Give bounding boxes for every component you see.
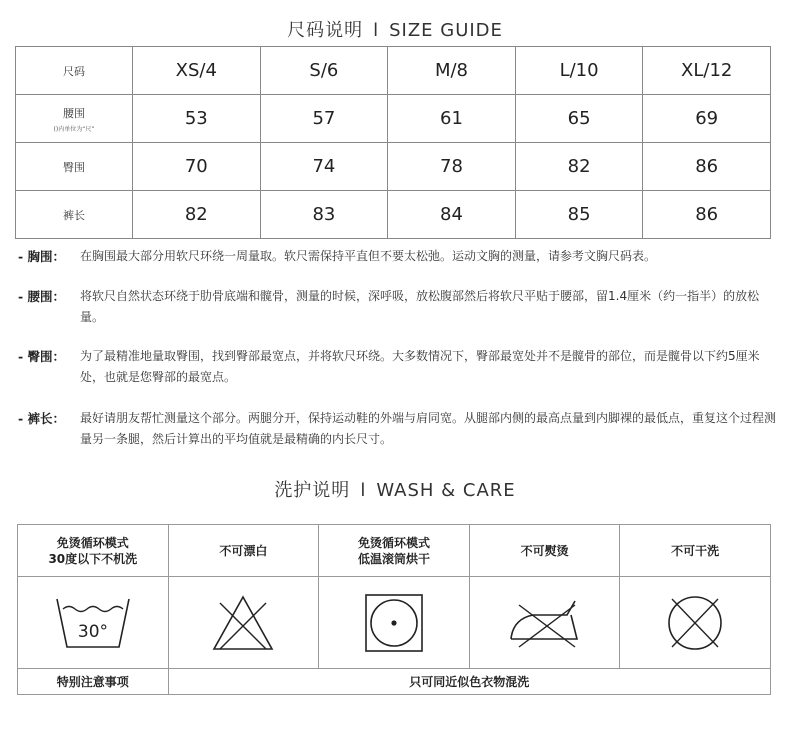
size-header-cell: S/6 <box>260 47 388 95</box>
table-cell: 69 <box>643 95 771 143</box>
length-row <box>16 191 771 239</box>
note-chest <box>18 246 778 267</box>
wash-care-title-en: WASH & CARE <box>376 480 516 501</box>
size-header-row <box>16 47 771 95</box>
no-dry-clean-icon <box>660 591 730 655</box>
care-label-line1: 免烫循环模式 <box>357 535 430 550</box>
row-label-sub: ()内单位为“尺” <box>53 125 95 133</box>
table-cell: 57 <box>260 95 388 143</box>
table-cell: 85 <box>515 191 643 239</box>
care-icon-row <box>18 577 771 669</box>
table-cell: 83 <box>260 191 388 239</box>
note-hip <box>18 346 778 388</box>
size-header-cell: XL/12 <box>643 47 771 95</box>
size-header-cell: L/10 <box>515 47 643 95</box>
care-table <box>17 524 771 695</box>
care-footer-row <box>18 669 771 695</box>
wash-temp-label: 30° <box>77 621 108 642</box>
size-header-cell: M/8 <box>388 47 516 95</box>
note-label: - 腰围： <box>18 289 66 304</box>
size-header-cell: XS/4 <box>133 47 261 95</box>
care-footer-text: 只可同近似色衣物混洗 <box>168 669 770 695</box>
care-label-line1: 不可漂白 <box>219 543 268 558</box>
table-cell: 74 <box>260 143 388 191</box>
size-guide-title-cn: 尺码说明 <box>287 20 364 41</box>
tumble-dry-low-icon <box>362 591 426 655</box>
note-text: 为了最精准地量取臀围，找到臀部最宽点，并将软尺环绕。大多数情况下，臀部最宽处并不是髋骨的部位，而是髋骨以下约5厘米处，也就是您臀部的最宽点。 <box>80 349 760 384</box>
note-label: - 胸围： <box>18 249 66 264</box>
table-cell: 86 <box>643 143 771 191</box>
title-separator: l <box>373 20 380 41</box>
size-guide-title <box>0 16 790 42</box>
hip-row <box>16 143 771 191</box>
care-label <box>18 525 169 577</box>
care-label <box>168 525 319 577</box>
size-header-label: 尺码 <box>16 47 133 95</box>
table-cell: 61 <box>388 95 516 143</box>
table-cell: 70 <box>133 143 261 191</box>
table-cell: 82 <box>133 191 261 239</box>
no-bleach-icon <box>208 593 278 653</box>
care-label <box>469 525 620 577</box>
hip-row-label: 臀围 <box>16 143 133 191</box>
length-row-label: 裤长 <box>16 191 133 239</box>
care-label-row <box>18 525 771 577</box>
wash-30-icon <box>53 593 133 653</box>
title-separator: l <box>360 480 367 501</box>
care-label <box>620 525 771 577</box>
wash-care-title <box>0 476 790 502</box>
care-label-line2: 低温滚筒烘干 <box>357 551 430 566</box>
note-text: 在胸围最大部分用软尺环绕一周量取。软尺需保持平直但不要太松弛。运动文胸的测量，请参考文胸尺码表。 <box>80 249 657 263</box>
waist-row-label <box>16 95 133 143</box>
table-cell: 82 <box>515 143 643 191</box>
note-text: 将软尺自然状态环绕于肋骨底端和髋骨，测量的时候，深呼吸，放松腹部然后将软尺平贴于腰部，留1.4厘米（约一指半）的放松量。 <box>80 289 760 324</box>
care-label <box>319 525 470 577</box>
note-label: - 臀围： <box>18 349 66 364</box>
wash-care-title-cn: 洗护说明 <box>274 480 351 501</box>
table-cell: 53 <box>133 95 261 143</box>
waist-row <box>16 95 771 143</box>
size-table <box>15 46 771 239</box>
table-cell: 86 <box>643 191 771 239</box>
size-guide-title-en: SIZE GUIDE <box>389 20 503 41</box>
table-cell: 84 <box>388 191 516 239</box>
row-label-text: 腰围 <box>63 106 85 120</box>
no-iron-icon <box>505 593 585 653</box>
care-footer-label: 特别注意事项 <box>18 669 169 695</box>
table-cell: 78 <box>388 143 516 191</box>
care-label-line1: 不可熨烫 <box>520 543 569 558</box>
care-label-line1: 免烫循环模式 <box>56 535 129 550</box>
care-label-line2: 30度以下不机洗 <box>48 551 138 566</box>
note-waist <box>18 286 778 328</box>
note-text: 最好请朋友帮忙测量这个部分。两腿分开，保持运动鞋的外端与肩同宽。从腿部内侧的最高点量到内脚裸的最低点，重复这个过程测量另一条腿，然后计算出的平均值就是最精确的内长尺寸。 <box>80 411 777 446</box>
note-length <box>18 408 778 450</box>
note-label: - 裤长： <box>18 411 66 426</box>
table-cell: 65 <box>515 95 643 143</box>
care-label-line1: 不可干洗 <box>671 543 720 558</box>
